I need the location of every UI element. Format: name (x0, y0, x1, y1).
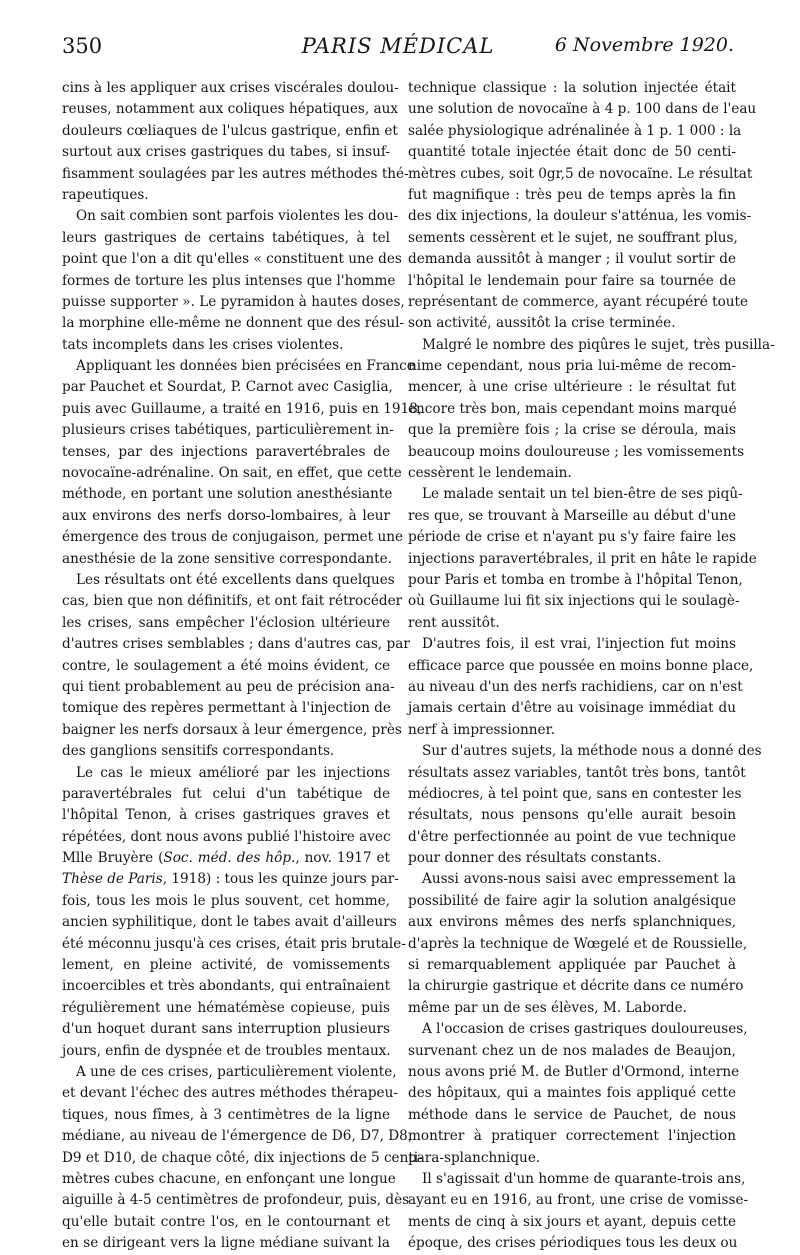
text-line: fisamment soulagées par les autres méthodes thé- (62, 165, 409, 182)
text-line: tiques, nous fîmes, à 3 centimètres de la ligne (62, 1106, 390, 1123)
text-line: para-splanchnique. (408, 1149, 541, 1166)
text-line: représentant de commerce, ayant récupéré toute (408, 293, 749, 310)
text-line: nime cependant, nous pria lui-même de recom- (408, 358, 736, 375)
text-line: fut magnifique : très peu de temps après la fin (408, 186, 736, 203)
text-line: méthode dans le service de Pauchet, de nous (408, 1106, 736, 1123)
text-line: anesthésie de la zone sensitive correspondante. (62, 550, 392, 567)
text-line: encore très bon, mais cependant moins marqué (408, 400, 737, 417)
text-line: injections paravertébrales, il prit en hâte le rapide (408, 550, 757, 567)
text-line: si remarquablement appliquée par Pauchet à (408, 957, 736, 974)
text-line: émergence des trous de conjugaison, permet une (62, 529, 404, 546)
text-line: Malgré le nombre des piqûres le sujet, très pusilla- (422, 336, 775, 353)
text-line: des hôpitaux, qui a maintes fois appliqué cette (408, 1085, 736, 1102)
text-line: tomique des repères permettant à l'injection de (62, 700, 391, 717)
text-line: en se dirigeant vers la ligne médiane suivant la (62, 1235, 390, 1252)
text-line: plusieurs crises tabétiques, particulièrement in- (62, 422, 394, 439)
text-line: incoercibles et très abondants, qui entraînaient (62, 978, 391, 995)
text-line: régulièrement une hématémèse copieuse, puis (62, 999, 390, 1016)
text-line: survenant chez un de nos malades de Beaujon, (408, 1042, 736, 1059)
text-line: été méconnu jusqu'à ces crises, était pris brutale- (62, 935, 406, 952)
text-line: jours, enfin de dyspnée et de troubles mentaux. (62, 1042, 391, 1059)
text-line: Il s'agissait d'un homme de quarante-trois ans, (422, 1170, 746, 1187)
text-line: où Guillaume lui fit six injections qui le soulagè- (408, 593, 740, 610)
text-line: époque, des crises périodiques tous les deux ou (408, 1235, 738, 1252)
text-line (62, 848, 390, 869)
text-line: pour Paris et tomba en trombe à l'hôpital Tenon, (408, 571, 743, 588)
text-line: son activité, aussitôt la crise terminée. (408, 315, 676, 332)
text-line: nerf à impressionner. (408, 721, 555, 738)
italic-citation: Soc. méd. des hôp. (163, 850, 296, 867)
text-line: jamais certain d'être au voisinage immédiat du (408, 700, 736, 717)
text-line: possibilité de faire agir la solution analgésique (408, 892, 736, 909)
text-line: mencer, à une crise ultérieure : le résultat fut (408, 379, 736, 396)
text-line: pour donner des résultats constants. (408, 850, 662, 867)
text-line: point que l'on a dit qu'elles « constituent une des (62, 251, 402, 268)
text-line: surtout aux crises gastriques du tabes, si insuf- (62, 144, 390, 161)
right-text-column (408, 78, 775, 1254)
text-line: la morphine elle-même ne donnent que des résul- (62, 315, 405, 332)
text-segment: , 1918) : tous les quinze jours par- (162, 871, 399, 888)
text-line: ments de cinq à six jours et ayant, depuis cette (408, 1213, 736, 1230)
text-line: rent aussitôt. (408, 614, 500, 631)
italic-citation: Thèse de Paris (62, 871, 163, 888)
text-line: mètres cubes chacune, en enfonçant une longue (62, 1170, 396, 1187)
text-line: rapeutiques. (62, 186, 149, 203)
text-line: qui tient probablement au peu de précision ana- (62, 678, 395, 695)
text-line (62, 869, 399, 890)
text-segment: , nov. 1917 et (295, 850, 390, 867)
text-line: Appliquant les données bien précisées en France (76, 358, 415, 375)
text-line: beaucoup moins douloureuse ; les vomissements (408, 443, 745, 460)
text-line: au niveau d'un des nerfs rachidiens, car on n'est (408, 678, 743, 695)
text-line: On sait combien sont parfois violentes les dou- (76, 208, 399, 225)
text-line: mètres cubes, soit 0gr,5 de novocaïne. Le résultat (408, 165, 753, 182)
text-line: d'autres crises semblables ; dans d'autres cas, par (62, 636, 410, 653)
text-line: résultats, nous pensons qu'elle aurait besoin (408, 807, 736, 824)
text-line: A une de ces crises, particulièrement violente, (76, 1063, 397, 1080)
text-line: baigner les nerfs dorsaux à leur émergence, près (62, 721, 402, 738)
text-line: les crises, sans empêcher l'éclosion ultérieure (62, 614, 390, 631)
text-line: technique classique : la solution injectée était (408, 80, 736, 96)
text-segment: Mlle Bruyère ( (62, 850, 164, 867)
text-line: Le cas le mieux amélioré par les injections (76, 764, 390, 781)
text-line: novocaïne-adrénaline. On sait, en effet, que cette (62, 465, 402, 482)
text-line: salée physiologique adrénalinée à 1 p. 1 000 : la (408, 122, 742, 139)
text-line: Les résultats ont été excellents dans quelques (76, 571, 395, 588)
text-line: la chirurgie gastrique et décrite dans ce numéro (408, 978, 744, 995)
text-line: des dix injections, la douleur s'atténua, les vomis- (408, 208, 752, 225)
text-line: aiguille à 4-5 centimètres de profondeur, puis, dès (62, 1192, 410, 1209)
text-line: ancien syphilitique, dont le tabes avait d'ailleurs (62, 914, 397, 931)
text-line: par Pauchet et Sourdat, P. Carnot avec Casiglia, (62, 379, 393, 396)
text-line: Aussi avons-nous saisi avec empressement la (422, 871, 736, 888)
running-title: PARIS MÉDICAL (301, 34, 495, 58)
text-line: cins à les appliquer aux crises viscérales doulou- (62, 80, 399, 96)
text-line: res que, se trouvant à Marseille au début d'une (408, 507, 736, 524)
text-line: D9 et D10, de chaque côté, dix injections de 5 centi- (62, 1149, 423, 1166)
text-line: lement, en pleine activité, de vomissements (62, 957, 390, 974)
text-line: d'après la technique de Wœgelé et de Roussielle, (408, 935, 748, 952)
text-line: A l'occasion de crises gastriques douloureuses, (422, 1021, 748, 1038)
page-number: 350 (62, 34, 103, 58)
text-line: puis avec Guillaume, a traité en 1916, puis en 1918, (62, 400, 423, 417)
text-line: aux environs mêmes des nerfs splanchniques, (408, 914, 736, 931)
text-line: formes de torture les plus intenses que l'homme (62, 272, 396, 289)
text-line: ayant eu en 1916, au front, une crise de vomisse- (408, 1192, 749, 1209)
text-line: période de crise et n'ayant pu s'y faire faire les (408, 529, 736, 546)
text-line: des ganglions sensitifs correspondants. (62, 743, 335, 760)
text-line: une solution de novocaïne à 4 p. 100 dans de l'eau (408, 101, 757, 118)
text-line: fois, tous les mois le plus souvent, cet homme, (62, 892, 390, 909)
text-line: tats incomplets dans les crises violentes. (62, 336, 344, 353)
text-line: répétées, dont nous avons publié l'histoire avec (62, 828, 391, 845)
text-line: que la première fois ; la crise se déroula, mais (408, 422, 736, 439)
text-line: aux environs des nerfs dorso-lombaires, à leur (62, 507, 390, 524)
text-line: Le malade sentait un tel bien-être de ses piqû- (422, 486, 743, 503)
text-line: reuses, notamment aux coliques hépatiques, aux (62, 101, 399, 118)
text-line: médiane, au niveau de l'émergence de D6, D7, D8, (62, 1128, 413, 1145)
text-line: l'hôpital le lendemain pour faire sa tournée de (408, 272, 736, 289)
text-line: D'autres fois, il est vrai, l'injection fut moins (422, 636, 736, 653)
text-line: Sur d'autres sujets, la méthode nous a donné des (422, 743, 762, 760)
text-line: paravertébrales fut celui d'un tabétique de (62, 785, 390, 802)
text-line: cessèrent le lendemain. (408, 465, 572, 482)
page-header (62, 34, 734, 64)
text-line: médiocres, à tel point que, sans en contester les (408, 785, 742, 802)
text-line: même par un de ses élèves, M. Laborde. (408, 999, 687, 1016)
text-line: puisse supporter ». Le pyramidon à hautes doses, (62, 293, 405, 310)
text-line: efficace parce que poussée en moins bonne place, (408, 657, 754, 674)
text-line: montrer à pratiquer correctement l'injection (408, 1128, 736, 1145)
text-line: qu'elle butait contre l'os, en le contournant et (62, 1213, 390, 1230)
text-line: quantité totale injectée était donc de 50 centi- (408, 144, 736, 161)
text-line: leurs gastriques de certains tabétiques, à tel (62, 229, 390, 246)
text-line: l'hôpital Tenon, à crises gastriques graves et (62, 807, 390, 824)
text-line: tenses, par des injections paravertébrales de (62, 443, 390, 460)
text-line: sements cessèrent et le sujet, ne souffrant plus, (408, 229, 738, 246)
text-line: cas, bien que non définitifs, et ont fait rétrocéder (62, 593, 403, 610)
text-line: demanda aussitôt à manger ; il voulut sortir de (408, 251, 736, 268)
text-line: résultats assez variables, tantôt très bons, tantôt (408, 764, 746, 781)
text-line: douleurs cœliaques de l'ulcus gastrique, enfin et (62, 122, 398, 139)
text-line: méthode, en portant une solution anesthésiante (62, 486, 393, 503)
issue-date: 6 Novembre 1920. (554, 34, 734, 56)
text-line: d'un hoquet durant sans interruption plusieurs (62, 1021, 390, 1038)
text-line: et devant l'échec des autres méthodes thérapeu- (62, 1085, 398, 1102)
left-text-column (62, 78, 423, 1254)
text-line: d'être perfectionnée au point de vue technique (408, 828, 736, 845)
text-line: nous avons prié M. de Butler d'Ormond, interne (408, 1063, 740, 1080)
text-line: contre, le soulagement a été moins évident, ce (62, 657, 390, 674)
